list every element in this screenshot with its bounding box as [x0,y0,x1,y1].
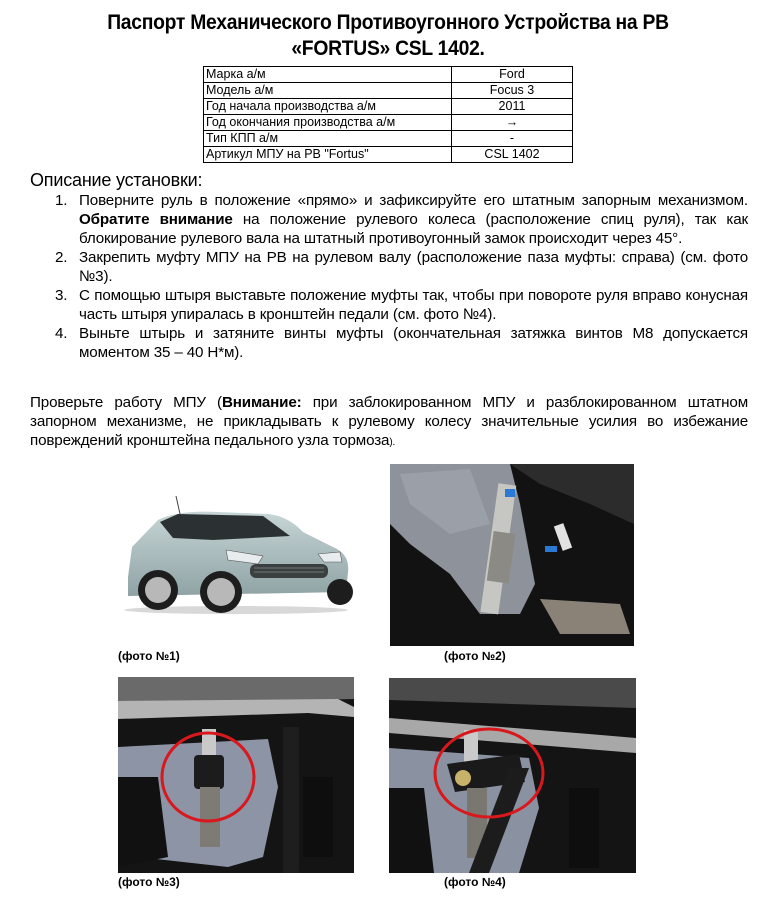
spec-key: Артикул МПУ на РВ "Fortus" [204,147,452,163]
document-title-line-1: Паспорт Механического Противоугонного Устройства на РВ [107,11,669,34]
photo-caption: (фото №2) [444,649,506,663]
step-number: 2. [55,249,68,266]
list-item [55,191,748,248]
step-text: Поверните руль в положение «прямо» и зафиксируйте его штатным запорным механизмом. [79,192,748,209]
table-row [204,115,573,131]
step-text: С помощью штыря выставьте положение муфты так, чтобы при повороте руля вправо конусная часть штыря упиралась в кронштейн педали (см. фото №4). [79,287,748,323]
steering-shaft-image-icon [390,464,634,646]
car-image-icon [118,492,354,618]
list-item [55,248,748,286]
spec-value: 2011 [452,99,573,115]
installation-steps [55,191,748,362]
list-item [55,324,748,362]
step-text: Выньте штырь и затяните винты муфты (окончательная затяжка винтов М8 допускается моментом 35 – 40 Н*м). [79,325,748,361]
table-row [204,99,573,115]
step-emphasis: Обратите внимание [79,211,233,228]
spec-value: - [452,131,573,147]
check-text-cont: при заблокированном МПУ и разблокированном штатном запорном механизме, не прикладывать к рулевому колесу значительные усилия во избежание повреждений кронштейна педального узла тормоза [30,394,748,449]
spec-key: Тип КПП а/м [204,131,452,147]
spec-value: CSL 1402 [452,147,573,163]
photo-car [118,492,354,618]
check-text: Проверьте работу МПУ ( [30,394,222,411]
spec-key: Марка а/м [204,67,452,83]
spec-key: Год начала производства а/м [204,99,452,115]
check-text-end: ). [389,437,396,448]
list-item [55,286,748,324]
step-text-cont: на положение рулевого колеса (расположение спиц руля), так как блокирование рулевого вала на штатный противоугонный замок происходит через 45°. [79,211,748,247]
spec-value: Ford [452,67,573,83]
step-number: 1. [55,192,68,209]
spec-value: Focus 3 [452,83,573,99]
step-text: Закрепить муфту МПУ на РВ на рулевом валу (расположение паза муфты: справа) (см. фото №3). [79,249,748,285]
spec-key: Модель а/м [204,83,452,99]
photo-caption: (фото №3) [118,875,180,889]
photo-caption: (фото №1) [118,649,180,663]
photo-pin-position [389,678,636,873]
table-row [204,83,573,99]
step-number: 3. [55,287,68,304]
spec-value: → [452,115,573,131]
table-row [204,147,573,163]
photo-coupling-installed [118,677,354,873]
pin-image-icon [389,678,636,873]
spec-key: Год окончания производства а/м [204,115,452,131]
coupling-image-icon [118,677,354,873]
spec-table [203,66,573,163]
photo-caption: (фото №4) [444,875,506,889]
photo-steering-shaft [390,464,634,646]
document-title-line-2: «FORTUS» CSL 1402. [291,37,485,60]
step-number: 4. [55,325,68,342]
table-row [204,131,573,147]
check-warning-label: Внимание: [221,394,302,411]
installation-heading: Описание установки: [30,170,203,190]
check-paragraph [30,393,748,452]
table-row [204,67,573,83]
